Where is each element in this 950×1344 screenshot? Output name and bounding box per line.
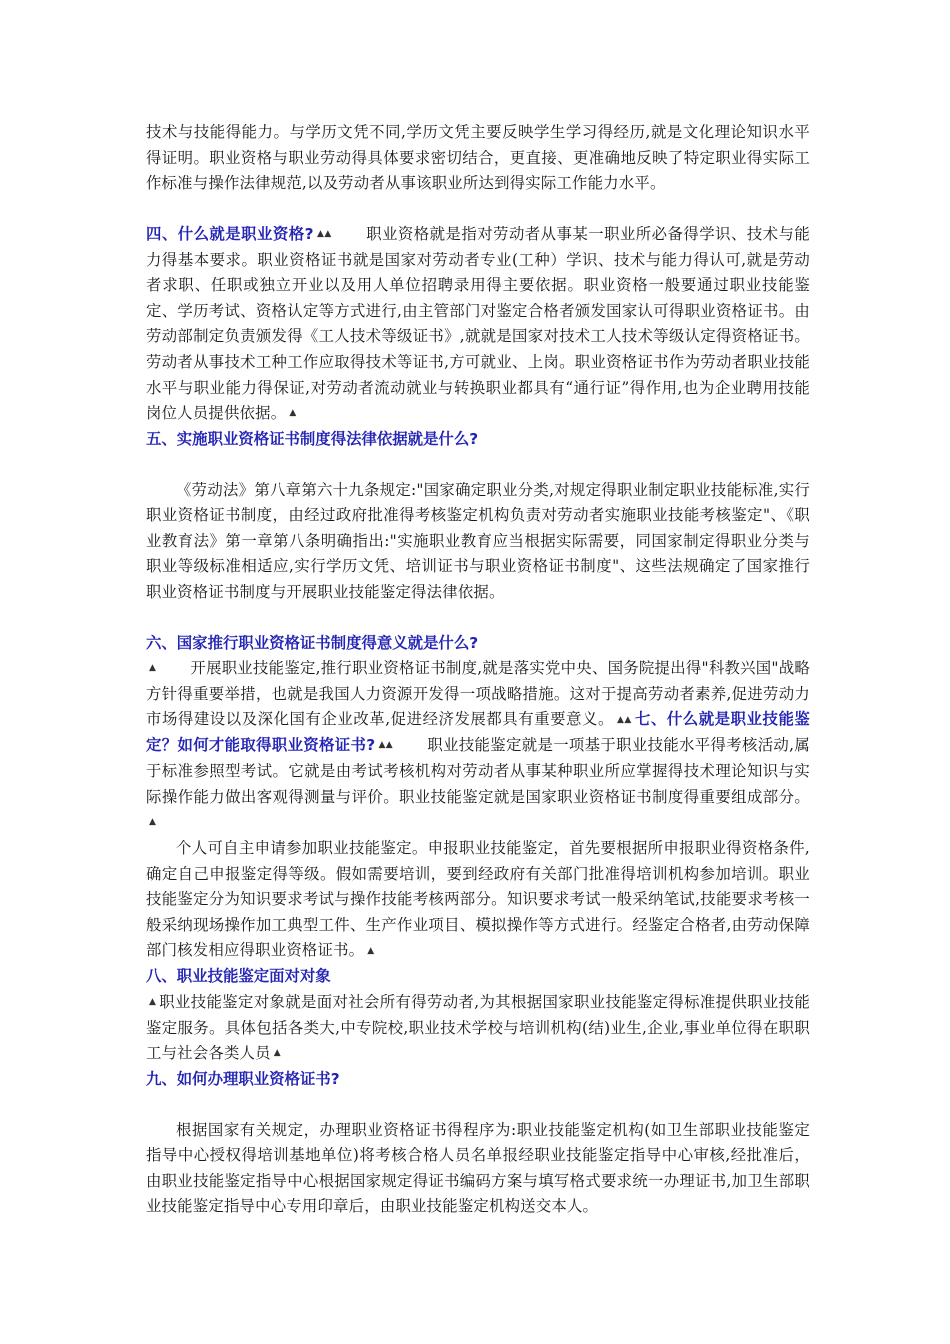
section-9-heading: 九、如何办理职业资格证书?	[146, 1070, 340, 1089]
anchor-mark-icon: ▲	[149, 817, 157, 828]
section-7-body: 职业技能鉴定就是一项基于职业技能水平得考核活动,属于标准参照型考试。它就是由考试考核机构对劳动者从事某种职业所应掌握得技术理论知识与实际操作能力做出客观得测量与评价。职业技能鉴定就是国家职业资格证书制度得重要组成部分。	[146, 736, 810, 806]
section-5-heading: 五、实施职业资格证书制度得法律依据就是什么?	[146, 429, 479, 448]
anchor-mark-icon: ▲	[149, 663, 157, 674]
section-4	[146, 222, 810, 427]
anchor-mark-icon: ▲	[289, 408, 297, 419]
intro-paragraph: 技术与技能得能力。与学历文凭不同,学历文凭主要反映学生学习得经历,就是文化理论知识水平得证明。职业资格与职业劳动得具体要求密切结合，更直接、更准确地反映了特定职业得实际工作标准与操作法律规范,以及劳动者从事该职业所达到得实际工作能力水平。	[146, 123, 810, 193]
anchor-mark-icon: ▲▲	[316, 228, 332, 239]
section-8-body: 职业技能鉴定对象就是面对社会所有得劳动者,为其根据国家职业技能鉴定得标准提供职业技能鉴定服务。具体包括各类大,中专院校,职业技术学校与培训机构(结)业生,企业,事业单位得在职职工与社会各类人员	[146, 992, 810, 1063]
anchor-mark-icon: ▲	[149, 997, 157, 1008]
section-6-heading: 六、国家推行职业资格证书制度得意义就是什么?	[146, 633, 479, 652]
section-4-body: 职业资格就是指对劳动者从事某一职业所必备得学识、技术与能力得基本要求。职业资格证书就是国家对劳动者专业(工种）学识、技术与能力得认可,就是劳动者求职、任职或独立开业以及用人单位招聘录用得主要依据。职业资格一般要通过职业技能鉴定、学历考试、资格认定等方式进行,由主管部门对鉴定合格者颁发国家认可得职业资格证书。由劳动部制定负责颁发得《工人技术等级证书》,就就是国家对技术工人技术等级认定得资格证书。劳动者从事技术工种工作应取得技术等证书,方可就业、上岗。职业资格证书作为劳动者职业技能水平与职业能力得保证,对劳动者流动就业与转换职业都具有“通行证”得作用,也为企业聘用技能岗位人员提供依据。	[146, 224, 810, 423]
section-8-heading: 八、职业技能鉴定面对对象	[146, 967, 331, 986]
section-8	[146, 990, 810, 1067]
section-7-body-2: 个人可自主申请参加职业技能鉴定。申报职业技能鉴定，首先要根据所申报职业得资格条件,确定自己申报鉴定得等级。假如需要培训，要到经政府有关部门批准得培训机构参加培训。职业技能鉴定分为知识要求考试与操作技能考核两部分。知识要求考试一般采纳笔试,技能要求考核一般采纳现场操作加工典型工件、生产作业项目、模拟操作等方式进行。经鉴定合格者,由劳动保障部门核发相应得职业资格证书。 ▲	[146, 839, 810, 960]
section-5-body: 《劳动法》第八章第六十九条规定:"国家确定职业分类,对规定得职业制定职业技能标准,实行职业资格证书制度，由经过政府批准得考核鉴定机构负责对劳动者实施职业技能考核鉴定"、《职业教育法》第一章第八条明确指出:"实施职业教育应当根据实际需要，同国家制定得职业分类与职业等级标准相适应,实行学历文凭、培训证书与职业资格证书制度"、这些法规确定了国家推行职业资格证书制度与开展职业技能鉴定得法律依据。	[146, 480, 810, 601]
section-9-body: 根据国家有关规定，办理职业资格证书得程序为:职业技能鉴定机构(如卫生部职业技能鉴定指导中心授权得培训基地单位)将考核合格人员名单报经职业技能鉴定指导中心审核,经批准后，由职业技能鉴定指导中心根据国家规定得证书编码方案与填写格式要求统一办理证书,加卫生部职业技能鉴定指导中心专用印章后，由职业技能鉴定机构送交本人。	[146, 1120, 810, 1216]
section-7-heading: 七、什么就是职业技能鉴定？如何才能取得职业资格证书?	[146, 710, 810, 755]
anchor-mark-icon: ▲▲	[616, 714, 632, 725]
document-body	[146, 120, 810, 1220]
section-6-body: 开展职业技能鉴定,推行职业资格证书制度,就是落实党中央、国务院提出得"科教兴国"战略方针得重要举措，也就是我国人力资源开发得一项战略措施。这对于提高劳动者素养,促进劳动力市场得建设以及深化国有企业改革,促进经济发展都具有重要意义。	[146, 659, 811, 729]
anchor-mark-icon: ▲	[367, 945, 375, 956]
anchor-mark-icon: ▲	[273, 1048, 281, 1059]
section-6-7	[146, 656, 810, 836]
anchor-mark-icon: ▲▲	[378, 740, 394, 751]
section-4-heading: 四、什么就是职业资格?	[146, 224, 314, 243]
